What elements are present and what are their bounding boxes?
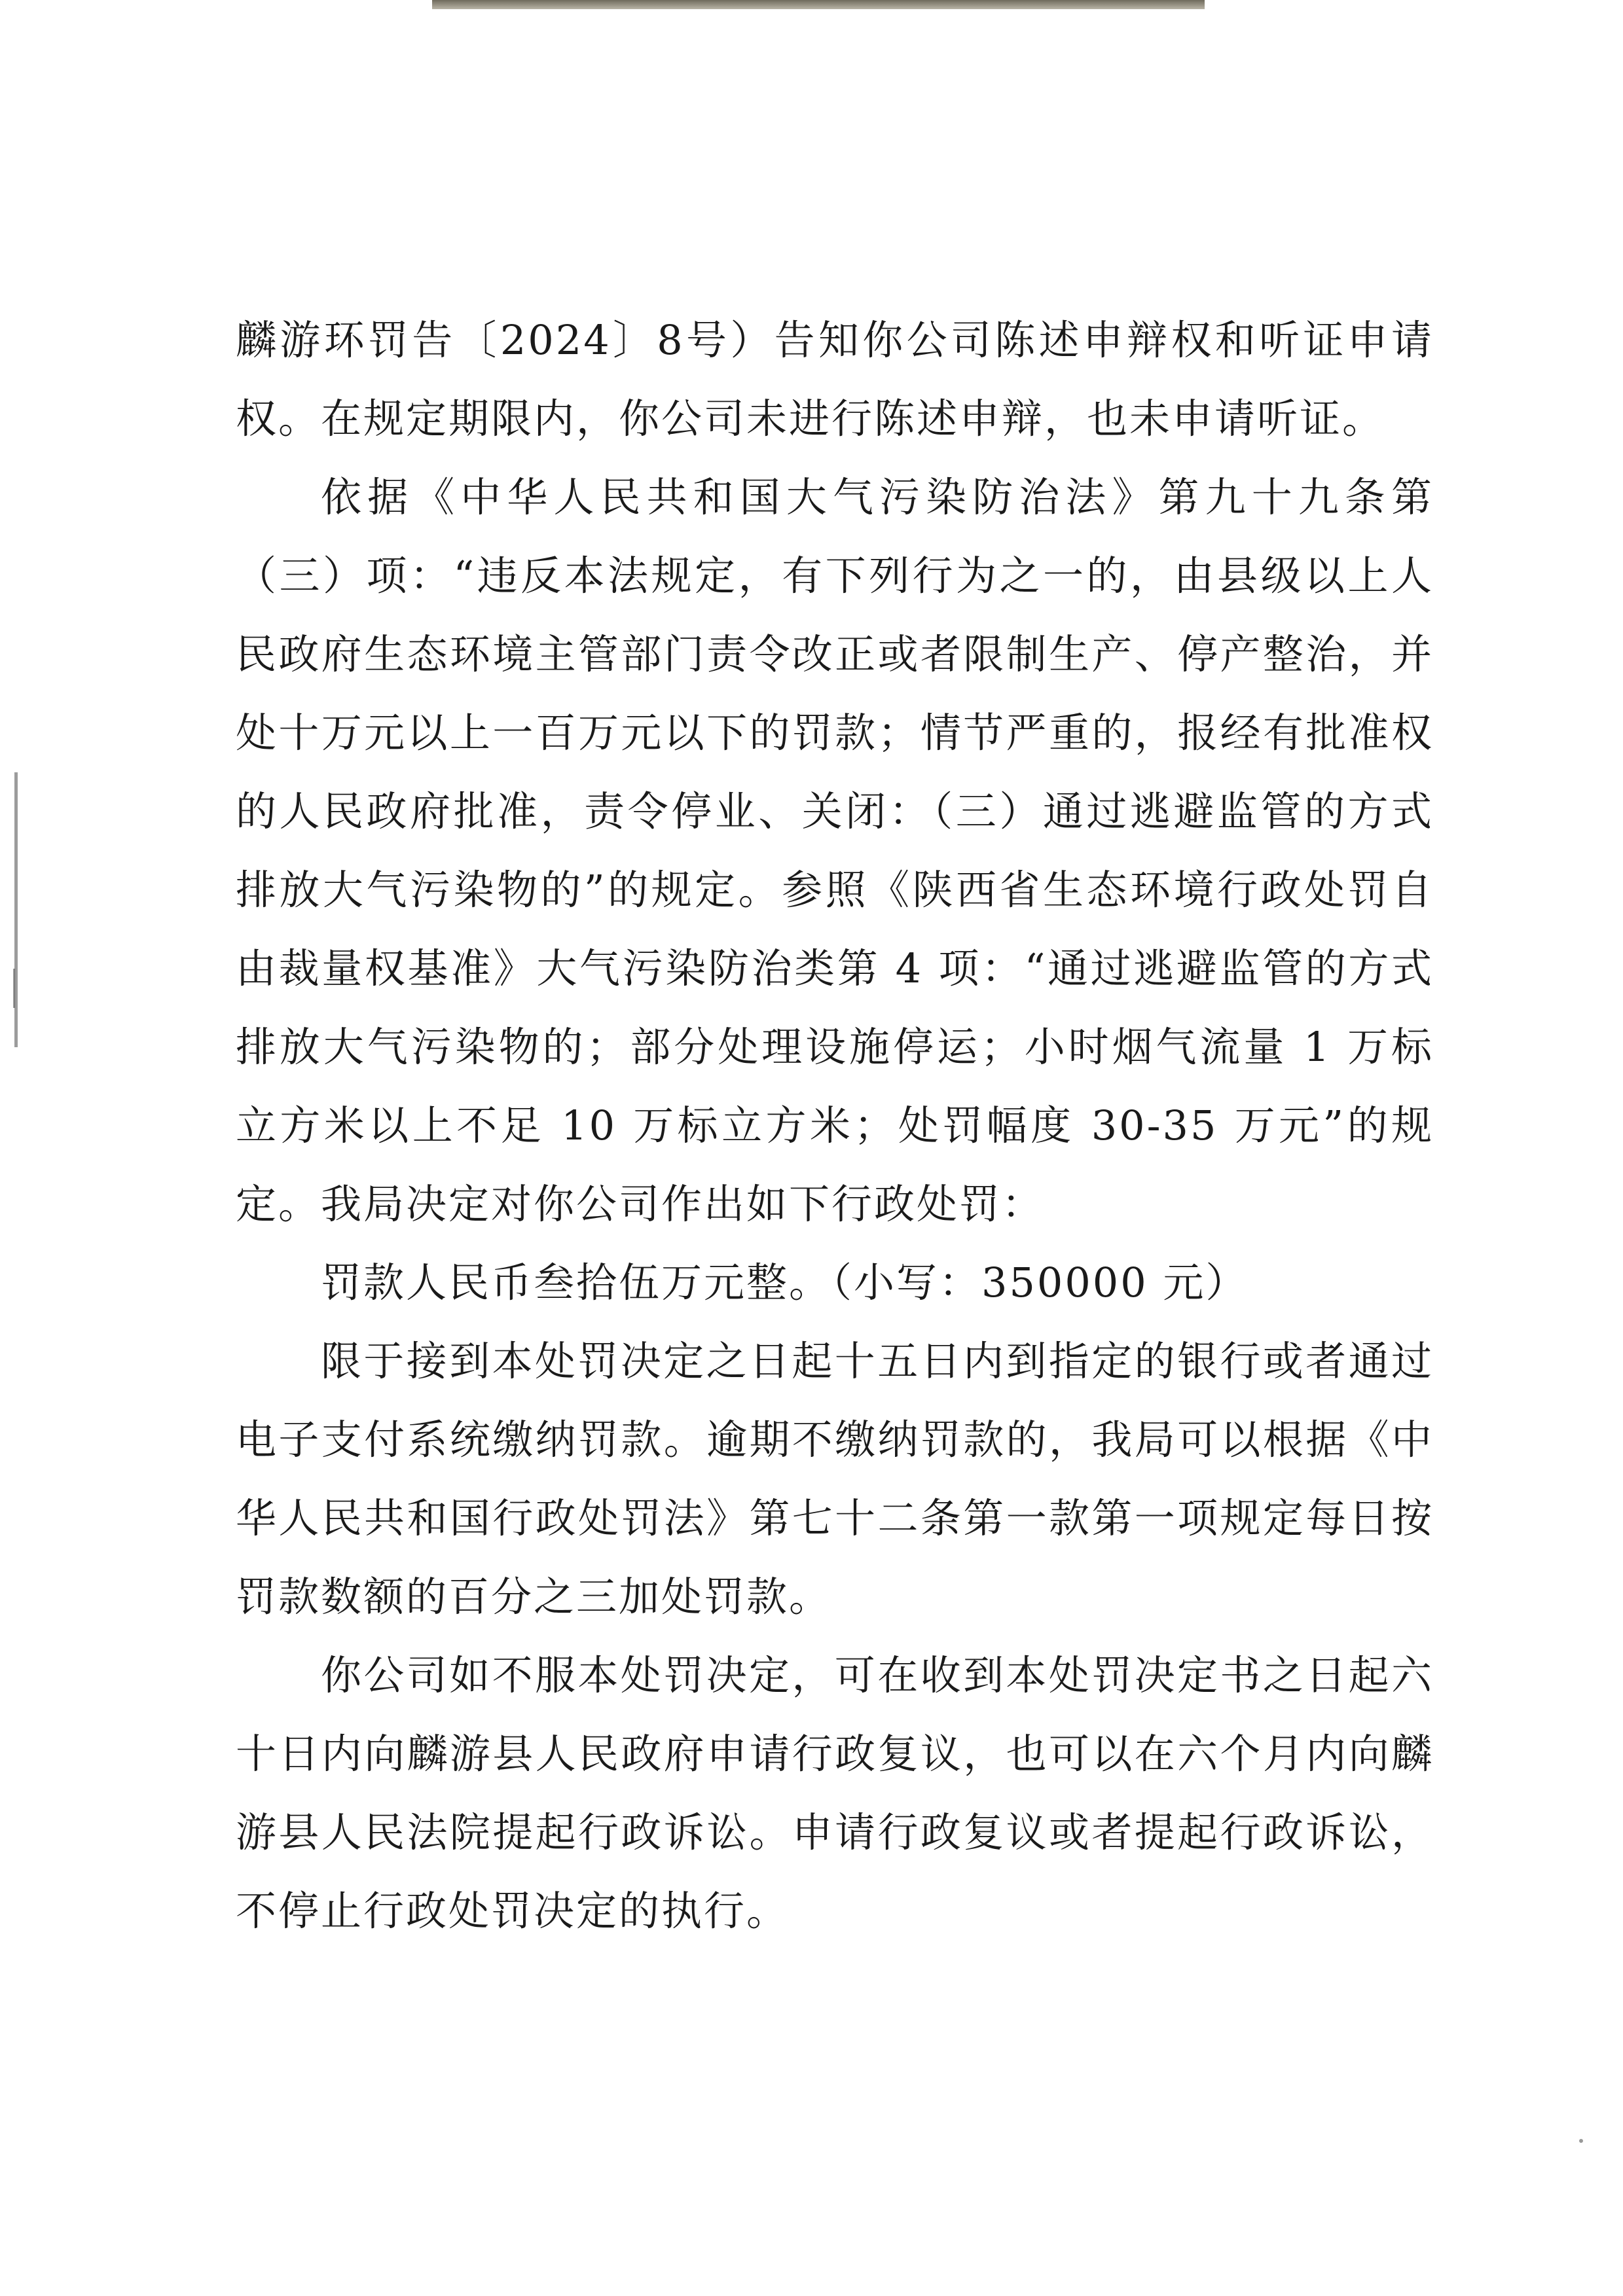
paragraph-notice-continuation: 麟游环罚告〔2024〕8号）告知你公司陈述申辩权和听证申请权。在规定期限内，你公司未进行陈述申辩，也未申请听证。 xyxy=(236,316,1434,442)
document-body xyxy=(236,301,1434,1950)
paragraph-payment-deadline: 限于接到本处罚决定之日起十五日内到指定的银行或者通过电子支付系统缴纳罚款。逾期不缴纳罚款的，我局可以根据《中华人民共和国行政处罚法》第七十二条第一款第一项规定每日按罚款数额的百分之三加处罚款。 xyxy=(236,1337,1434,1621)
paragraph-penalty-amount: 罚款人民币叁拾伍万元整。（小写：350000 元） xyxy=(321,1259,1249,1306)
paragraph-appeal-rights: 你公司如不服本处罚决定，可在收到本处罚决定书之日起六十日内向麟游县人民政府申请行政复议，也可以在六个月内向麟游县人民法院提起行政诉讼。申请行政复议或者提起行政诉讼，不停止行政处罚决定的执行。 xyxy=(236,1651,1434,1935)
scan-edge-artifact xyxy=(432,0,1205,9)
scan-speck xyxy=(1579,2139,1583,2143)
scan-edge-artifact xyxy=(13,969,15,1008)
paragraph-legal-basis: 依据《中华人民共和国大气污染防治法》第九十九条第（三）项：“违反本法规定，有下列行为之一的，由县级以上人民政府生态环境主管部门责令改正或者限制生产、停产整治，并处十万元以上一百万元以下的罚款；情节严重的，报经有批准权的人民政府批准，责令停业、关闭：（三）通过逃避监管的方式排放大气污染物的”的规定。参照《陕西省生态环境行政处罚自由裁量权基准》大气污染防治类第 4 项：“通过逃避监管的方式排放大气污染物的；部分处理设施停运；小时烟气流量 1 万标立方米以上不足 10 万标立方米；处罚幅度 30-35 万元”的规定。我局决定对你公司作出如下行政处罚： xyxy=(236,473,1434,1228)
